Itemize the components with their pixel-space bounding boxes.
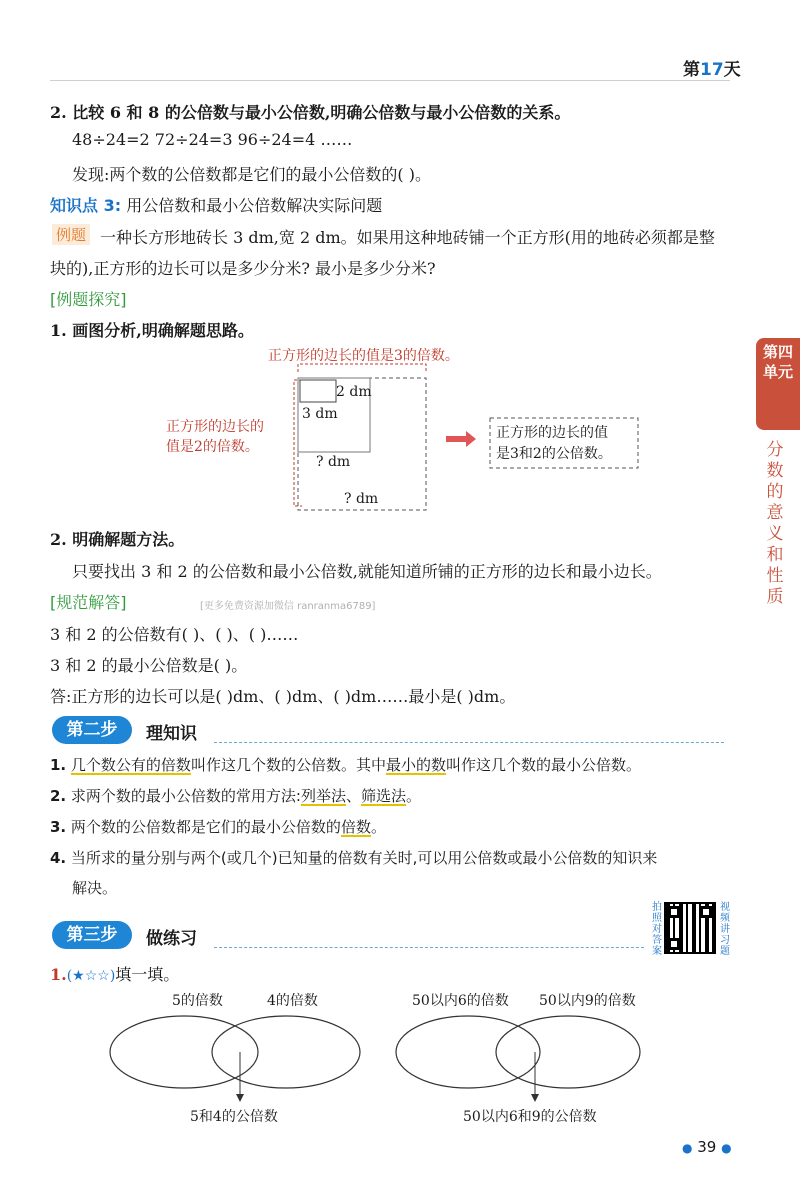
step-three-title: 做练习	[146, 929, 197, 949]
left-note-line1: 正方形的边长的	[166, 419, 264, 435]
knowledge-2	[50, 785, 421, 806]
k3-text-c: 。	[370, 818, 386, 836]
k2-key-b: 列举法	[300, 787, 346, 805]
knowledge-1	[50, 754, 641, 775]
qr-left-text: 拍照对答案	[652, 902, 662, 957]
k1-key-c: 最小的数	[385, 756, 446, 774]
answer-line3: 答:正方形的边长可以是( )dm、( )dm、( )dm……最小是( )dm。	[50, 687, 516, 706]
venn2-pointer-head	[531, 1094, 539, 1102]
diagram-top-note: 正方形的边长的值是3的倍数。	[268, 348, 459, 364]
k1-text-b: 叫作这几个数的公倍数。其中	[190, 756, 386, 774]
topic-tab	[760, 440, 790, 608]
exercise1-heading	[50, 962, 179, 985]
topic-tab-text: 分数的意义和性质	[766, 440, 784, 607]
day-suffix: 天	[723, 60, 741, 80]
qr-right-label	[719, 902, 731, 957]
step-three-divider	[214, 947, 644, 948]
k2-num: 2.	[50, 787, 67, 805]
left-note-line2: 值是2的倍数。	[166, 439, 259, 455]
ex1-num: 1.	[50, 965, 67, 984]
ex1-stars: (★☆☆)	[66, 968, 116, 984]
qr-corner-tr	[700, 906, 712, 918]
venn2-bottom-label: 50以内6和9的公倍数	[463, 1109, 597, 1125]
venn1-left-ellipse	[110, 1016, 258, 1088]
step-three-badge: 第三步	[52, 921, 132, 949]
answer-line2: 3 和 2 的最小公倍数是( )。	[50, 656, 248, 675]
k2-text-c: 、	[346, 787, 362, 805]
day-prefix: 第	[683, 60, 700, 80]
k1-num: 1.	[50, 756, 67, 774]
k4-line1: 当所求的量分别与两个(或几个)已知量的倍数有关时,可以用公倍数或最小公倍数的知识来	[70, 849, 658, 867]
top-brace	[298, 364, 426, 372]
step-two-divider	[214, 742, 724, 743]
qr-corner-bl	[668, 938, 680, 950]
unit-tab-text: 第四单元	[762, 343, 793, 381]
kp3-title: 用公倍数和最小公倍数解决实际问题	[126, 196, 383, 215]
day-number: 17	[700, 60, 724, 80]
page-dot-left: ●	[682, 1141, 693, 1155]
k2-text-e: 。	[406, 787, 422, 805]
knowledge-4	[50, 847, 657, 868]
k2-text-a: 求两个数的最小公倍数的常用方法:	[70, 787, 301, 805]
k3-text-a: 两个数的公倍数都是它们的最小公倍数的	[70, 818, 341, 836]
venn1-pointer-head	[236, 1094, 244, 1102]
k3-num: 3.	[50, 818, 67, 836]
kp3-heading	[50, 193, 382, 216]
venn2-left-label: 50以内6的倍数	[412, 993, 509, 1009]
q2-equations: 48÷24=2 72÷24=3 96÷24=4 ……	[72, 130, 353, 149]
page-number	[682, 1138, 732, 1156]
venn2-right-ellipse	[496, 1016, 640, 1088]
diagram-result-text	[496, 423, 612, 465]
venn2-right-label: 50以内9的倍数	[539, 993, 636, 1009]
k1-key-a: 几个数公有的倍数	[70, 756, 191, 774]
example-line1: 一种长方形地砖长 3 dm,宽 2 dm。如果用这种地砖铺一个正方形(用的地砖必须都是整	[100, 228, 715, 247]
venn1-right-label: 4的倍数	[267, 993, 318, 1009]
explore-step2: 2. 明确解题方法。	[50, 530, 185, 549]
k1-text-d: 叫作这几个数的最小公倍数。	[445, 756, 641, 774]
qr-right-text: 视频讲习题	[720, 902, 730, 957]
k4-num: 4.	[50, 849, 67, 867]
ex1-prompt: 填一填。	[115, 965, 180, 984]
watermark: [更多免费资源加微信 ranranma6789]	[200, 601, 376, 612]
page-dot-right: ●	[721, 1141, 732, 1155]
venn-diagrams	[100, 1010, 660, 1110]
diagram-side1: ? dm	[316, 454, 351, 470]
unit-tab	[756, 338, 800, 430]
page-number-text: 39	[697, 1138, 717, 1156]
step-two-badge: 第二步	[52, 716, 132, 744]
venn1-left-label: 5的倍数	[172, 993, 223, 1009]
q2-title: 2. 比较 6 和 8 的公倍数与最小公倍数,明确公倍数与最小公倍数的关系。	[50, 103, 571, 122]
tile	[300, 380, 336, 402]
explore-step1: 1. 画图分析,明确解题思路。	[50, 321, 254, 340]
answer-line1: 3 和 2 的公倍数有( )、( )、( )……	[50, 625, 299, 644]
k2-key-d: 筛选法	[361, 787, 407, 805]
knowledge-4-cont: 解决。	[72, 879, 118, 897]
qr-corner-tl	[668, 906, 680, 918]
day-header	[683, 55, 741, 80]
qr-left-label	[651, 902, 663, 957]
example-line2: 块的),正方形的边长可以是多少分米? 最小是多少分米?	[50, 259, 436, 278]
arrow	[446, 431, 476, 447]
knowledge-3	[50, 816, 386, 837]
qr-code[interactable]	[664, 902, 716, 954]
q2-finding: 发现:两个数的公倍数都是它们的最小公倍数的( )。	[72, 165, 431, 184]
diagram-side2: ? dm	[344, 491, 379, 507]
result-line1: 正方形的边长的值	[496, 425, 608, 441]
diagram-tile-h: 3 dm	[302, 406, 338, 422]
explore-label: [例题探究]	[50, 290, 127, 309]
answer-label: [规范解答]	[50, 593, 127, 612]
venn1-bottom-label: 5和4的公倍数	[190, 1109, 278, 1125]
venn1-right-ellipse	[212, 1016, 360, 1088]
result-line2: 是3和2的公倍数。	[496, 446, 612, 462]
kp3-label: 知识点 3:	[50, 196, 122, 215]
step-two-title: 理知识	[146, 724, 197, 744]
diagram-tile-w: 2 dm	[336, 384, 372, 400]
k3-key-b: 倍数	[340, 818, 371, 836]
example-tag: 例题	[52, 224, 90, 245]
header-rule	[50, 80, 730, 81]
explore-method: 只要找出 3 和 2 的公倍数和最小公倍数,就能知道所铺的正方形的边长和最小边长。	[72, 562, 662, 581]
venn2-left-ellipse	[396, 1016, 540, 1088]
diagram-left-note	[166, 417, 264, 457]
